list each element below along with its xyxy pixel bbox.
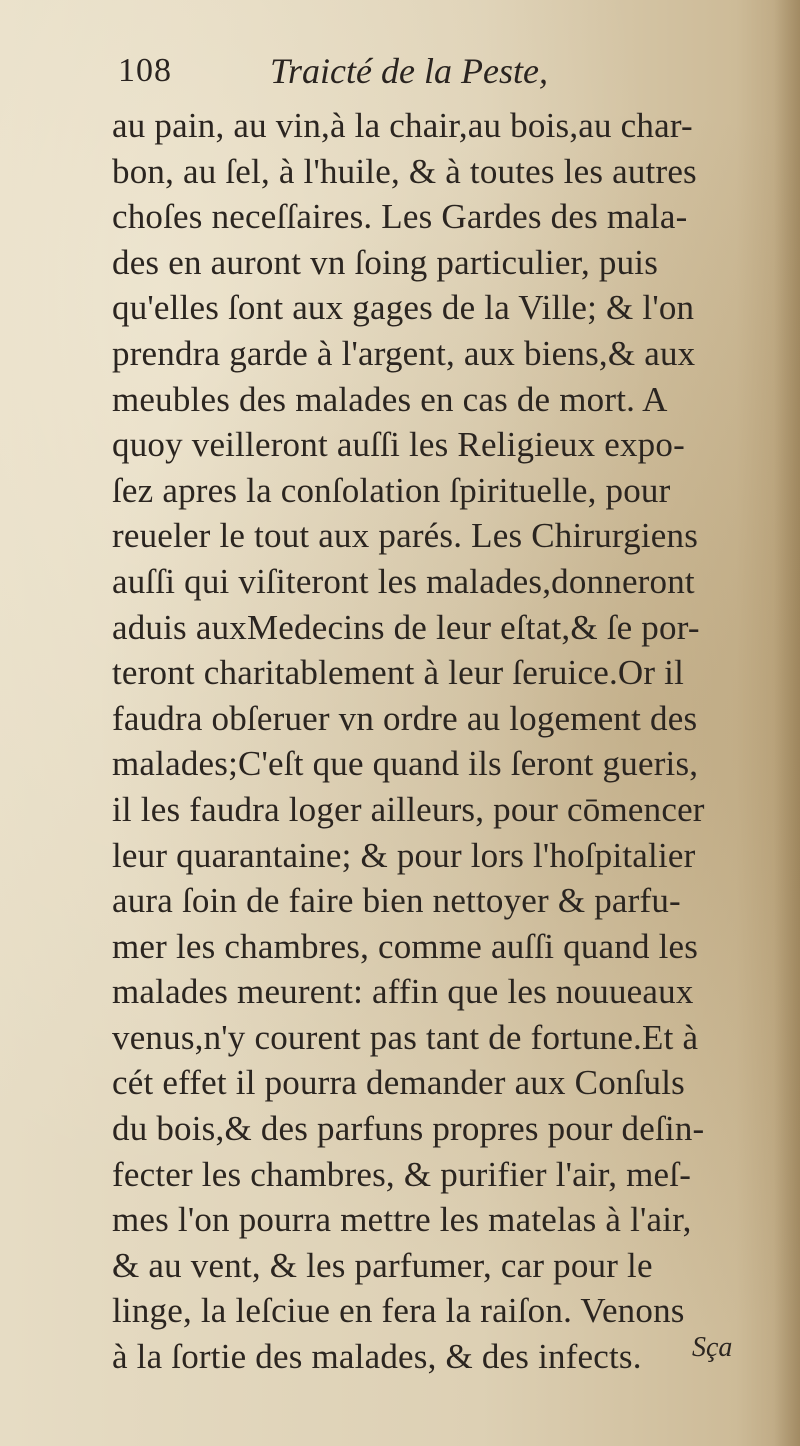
text-line: malades;C'eſt que quand ils ſeront gueris, — [112, 744, 699, 784]
text-line: reueler le tout aux parés. Les Chirurgiens — [112, 516, 699, 556]
running-title: Traicté de la Peste, — [270, 51, 548, 91]
text-line: ſez apres la conſolation ſpirituelle, pour — [112, 470, 671, 510]
body-text — [112, 103, 772, 1380]
page-header — [118, 52, 738, 102]
text-line: fecter les chambres, & purifier l'air, meſ- — [112, 1154, 692, 1194]
text-line: mer les chambres, comme auſſi quand les — [112, 926, 699, 966]
text-line: cét effet il pourra demander aux Conſuls — [112, 1063, 685, 1103]
text-line: au pain, au vin,à la chair,au bois,au char- — [112, 106, 693, 145]
text-line: bon, au ſel, à l'huile, & à toutes les autres — [112, 151, 697, 191]
text-line: aduis auxMedecins de leur eſtat,& ſe por- — [112, 607, 700, 647]
text-line: il les faudra loger ailleurs, pour cōmencer — [112, 789, 705, 829]
text-line: aura ſoin de faire bien nettoyer & parfu- — [112, 881, 681, 921]
text-line: auſſi qui viſiteront les malades,donneront — [112, 561, 695, 601]
text-line: malades meurent: affin que les nouueaux — [112, 972, 694, 1012]
text-line: meubles des malades en cas de mort. A — [112, 379, 668, 419]
text-line: teront charitablement à leur ſeruice.Or il — [112, 653, 685, 693]
page-number: 108 — [118, 52, 172, 89]
text-line: linge, la leſciue en fera la raiſon. Venons — [112, 1291, 685, 1331]
text-line: du bois,& des parfuns propres pour deſin- — [112, 1109, 705, 1149]
text-line: & au vent, & les parfumer, car pour le — [112, 1245, 653, 1285]
text-line: venus,n'y courent pas tant de fortune.Et à — [112, 1017, 699, 1057]
text-line: prendra garde à l'argent, aux biens,& aux — [112, 333, 696, 373]
text-line: quoy veilleront auſſi les Religieux expo- — [112, 425, 685, 465]
page-edge-shadow — [774, 0, 800, 1446]
text-line: faudra obſeruer vn ordre au logement des — [112, 698, 698, 738]
catchword: Sça — [692, 1332, 733, 1363]
text-line: mes l'on pourra mettre les matelas à l'air, — [112, 1200, 692, 1240]
text-line: des en auront vn ſoing particulier, puis — [112, 242, 659, 282]
text-line: qu'elles ſont aux gages de la Ville; & l'on — [112, 288, 695, 328]
text-line: choſes neceſſaires. Les Gardes des mala- — [112, 197, 688, 237]
text-line: leur quarantaine; & pour lors l'hoſpitalier — [112, 835, 696, 875]
text-line: à la ſortie des malades, & des infects. — [112, 1337, 642, 1377]
